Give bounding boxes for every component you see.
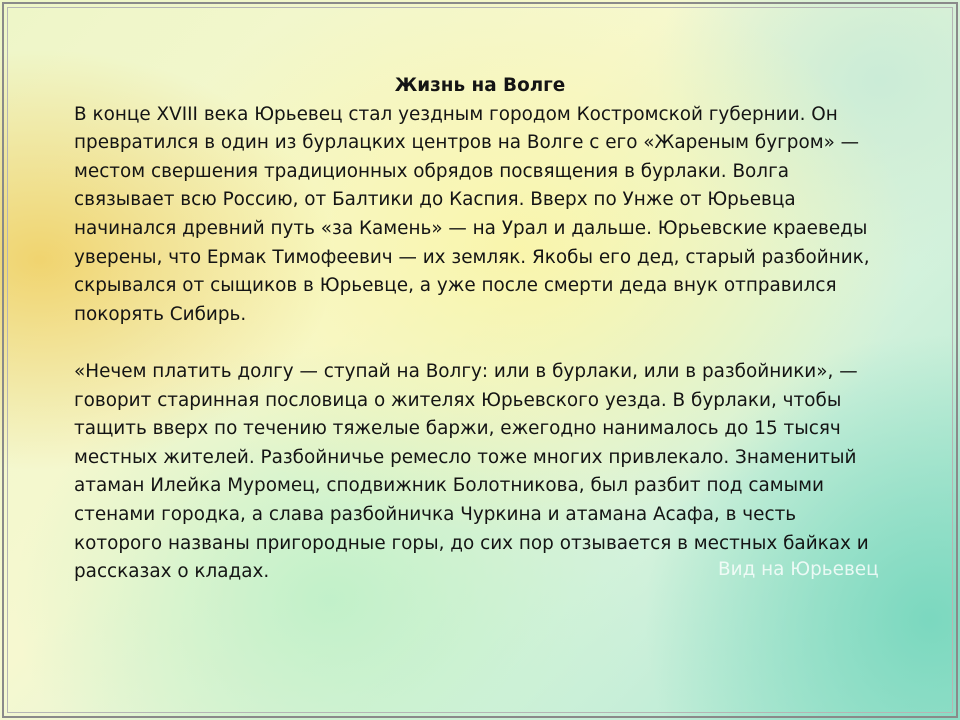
paragraph-1: В конце XVIII века Юрьевец стал уездным городом Костромской губернии. Он превратился в один из бурлацких центров на Волге с его «Жареным бугром» — местом свершения традиционных обрядов посвящения в бурлаки. Волга связывает всю Россию, от Балтики до Каспия. Вверх по Унже от Юрьевца начинался древний путь «за Камень» — на Урал и дальше. Юрьевские краеведы уверены, что Ермак Тимофеевич — их земляк. Якобы его дед, старый разбойник, скрывался от сыщиков в Юрьевце, а уже после смерти деда внук отправился покорять Сибирь.	[74, 103, 870, 325]
paragraph-2: «Нечем платить долгу — ступай на Волгу: или в бурлаки, или в разбойники», — говорит старинная пословица о жителях Юрьевского уезда. В бурлаки, чтобы тащить вверх по течению тяжелые баржи, ежегодно нанималось до 15 тысяч местных жителей. Разбойничье ремесло тоже многих привлекало. Знаменитый атаман Илейка Муромец, сподвижник Болотникова, был разбит под самыми стенами городка, а слава разбойничка Чуркина и атамана Асафа, в честь которого названы пригородные горы, до сих пор отзывается в местных байках и рассказах о кладах.	[74, 360, 869, 583]
image-caption-watermark: Вид на Юрьевец	[718, 559, 879, 580]
text-block	[74, 72, 886, 587]
slide-title: Жизнь на Волге	[394, 75, 566, 96]
paragraph-spacer	[74, 329, 886, 358]
